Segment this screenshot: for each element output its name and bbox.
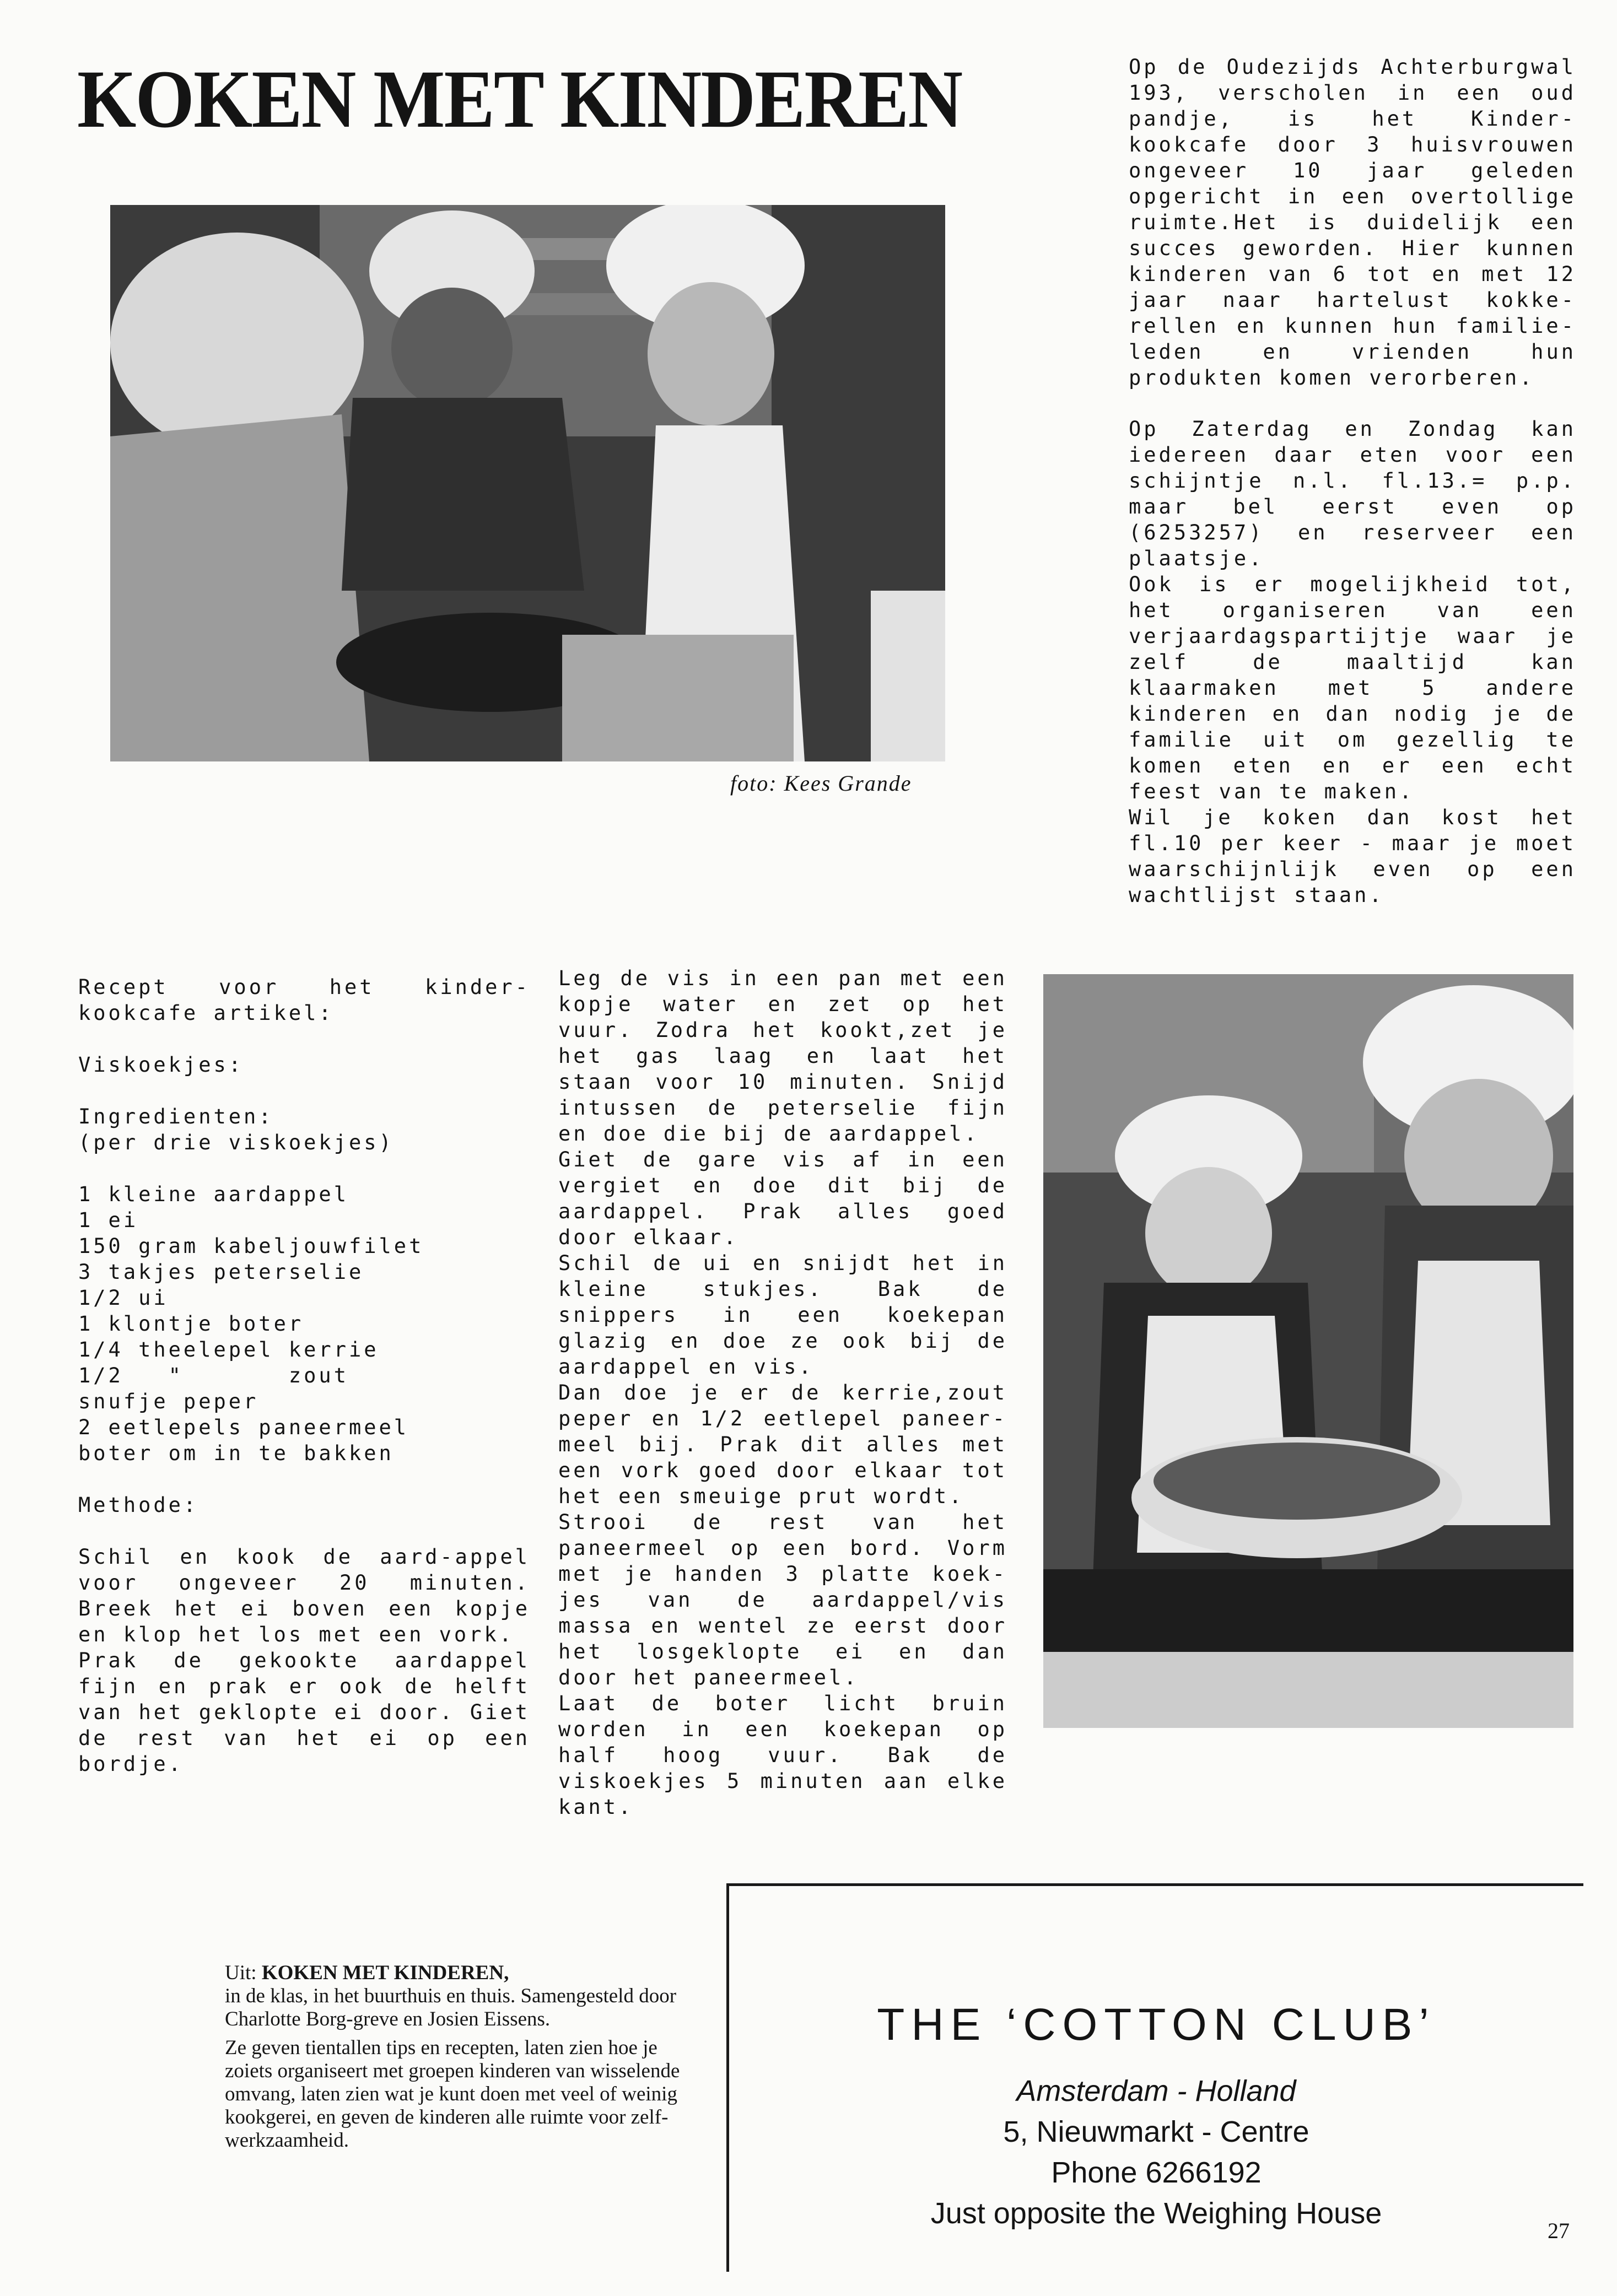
intro-paragraph: Op de Oudezijds Achterburgwal 193, verscholen in een oud pandje, is het Kinder-kookcafe door 3 huisvrouwen ongeveer 10 jaar geleden opgericht in een overtollige ruimte.Het is duidelijk een succes geworden. Hier kunnen kinderen van 6 tot en met 12 jaar naar hartelust kokke-rellen en kunnen hun familie-leden en vrienden hun produkten komen verorberen.: [1129, 55, 1592, 390]
ingredient-item: boter om in te bakken: [78, 1441, 394, 1465]
ingredient-list: [78, 1181, 530, 1466]
book-summary: Ze geven tientallen tips en recepten, laten zien hoe je zoiets organiseert met groepen kinderen van wisselende omvang, laten zien wat je kunt doen met veel of weinig kookgerei, en geven de kinderen alle ruimte voor zelf-werkzaamheid.: [225, 2036, 680, 2152]
ingredient-item: 3 takjes peterselie: [78, 1260, 364, 1284]
cotton-club-advertisement: [726, 1883, 1583, 2272]
ingredient-item: snufje peper: [78, 1390, 259, 1413]
book-title: KOKEN MET KINDEREN,: [261, 1962, 509, 1984]
book-description: in de klas, in het buurthuis en thuis. Samengesteld door Charlotte Borg-greve en Josien Eissens.: [225, 1985, 677, 2030]
ad-phone: Phone 6266192: [1051, 2156, 1262, 2189]
ad-title: THE ‘COTTON CLUB’: [877, 2000, 1436, 2050]
page-title: KOKEN MET KINDEREN: [77, 53, 962, 145]
ingredient-item: 2 eetlepels paneermeel: [78, 1416, 409, 1439]
photo-illustration: [110, 205, 945, 761]
recipe-column-1: [78, 974, 530, 1777]
photo-children-cooking: [110, 205, 945, 761]
recipe-heading: Recept voor het kinder-kookcafe artikel:: [78, 975, 530, 1025]
method-text-1: Schil en kook de aard-appel voor ongeveer 20 minuten. Breek het ei boven een kopje en klop het los met een vork. Prak de gekookte aardappel fijn en prak er ook de helft van het geklopte ei door. Giet de rest van het ei op een bordje.: [78, 1545, 530, 1776]
ingredient-item: 150 gram kabeljouwfilet: [78, 1234, 424, 1258]
ingredients-heading: Ingredienten: (per drie viskoekjes): [78, 1105, 394, 1154]
ingredient-item: 1 ei: [78, 1208, 139, 1232]
ad-note: Just opposite the Weighing House: [930, 2197, 1382, 2230]
photo-illustration: [1043, 974, 1573, 1728]
ingredient-item: 1 klontje boter: [78, 1312, 304, 1336]
ad-address: 5, Nieuwmarkt - Centre: [1003, 2115, 1309, 2148]
ingredient-item: 1/2 ui: [78, 1286, 169, 1310]
page-number: 27: [1548, 2218, 1570, 2243]
recipe-dish: Viskoekjes:: [78, 1053, 244, 1077]
photo-credit: foto: Kees Grande: [730, 771, 912, 796]
ingredient-item: 1/2 " zout: [78, 1364, 349, 1387]
ad-city: Amsterdam - Holland: [1016, 2074, 1296, 2108]
method-text-2: Leg de vis in een pan met een kopje water en zet op het vuur. Zodra het kookt,zet je het gas laag en laat het staan voor 10 minuten. Snijd intussen de peterselie fijn en doe die bij de aardappel. Giet de gare vis af in een vergiet en doe dit bij de aardappel. Prak alles goed door elkaar. Schil de ui en snijdt het in kleine stukjes. Bak de snippers in een koekepan glazig en doe ze ook bij de aardappel en vis. Dan doe je er de kerrie,zout peper en 1/2 eetlepel paneer-meel bij. Prak dit alles met een vork goed door elkaar tot het een smeuige prut wordt. Strooi de rest van het paneermeel op een bord. Vorm met je handen 3 platte koek-jes van de aardappel/vis massa en wentel ze eerst door het losgeklopte ei en dan door het paneermeel. Laat de boter licht bruin worden in een koekepan op half hoog vuur. Bak de viskoekjes 5 minuten aan elke kant.: [558, 966, 1007, 1819]
book-prefix: Uit:: [225, 1962, 262, 1984]
ingredient-item: 1/4 theelepel kerrie: [78, 1338, 379, 1362]
book-info: [225, 1962, 699, 2158]
ingredient-item: 1 kleine aardappel: [78, 1182, 349, 1206]
intro-paragraph-2: Op Zaterdag en Zondag kan iedereen daar eten voor een schijntje n.l. fl.13.= p.p. maar bel eerst even op (6253257) en reserveer een plaatsje. Ook is er mogelijkheid tot, het organiseren van een verjaardagspartijtje waar je zelf de maaltijd kan klaarmaken met 5 andere kinderen en dan nodig je de familie uit om gezellig te komen eten en er een echt feest van te maken. Wil je koken dan kost het fl.10 per keer - maar je moet waarschijnlijk even op een wachtlijst staan.: [1129, 417, 1576, 907]
method-heading: Methode:: [78, 1493, 199, 1517]
photo-children-preparing-fish: [1043, 974, 1573, 1728]
